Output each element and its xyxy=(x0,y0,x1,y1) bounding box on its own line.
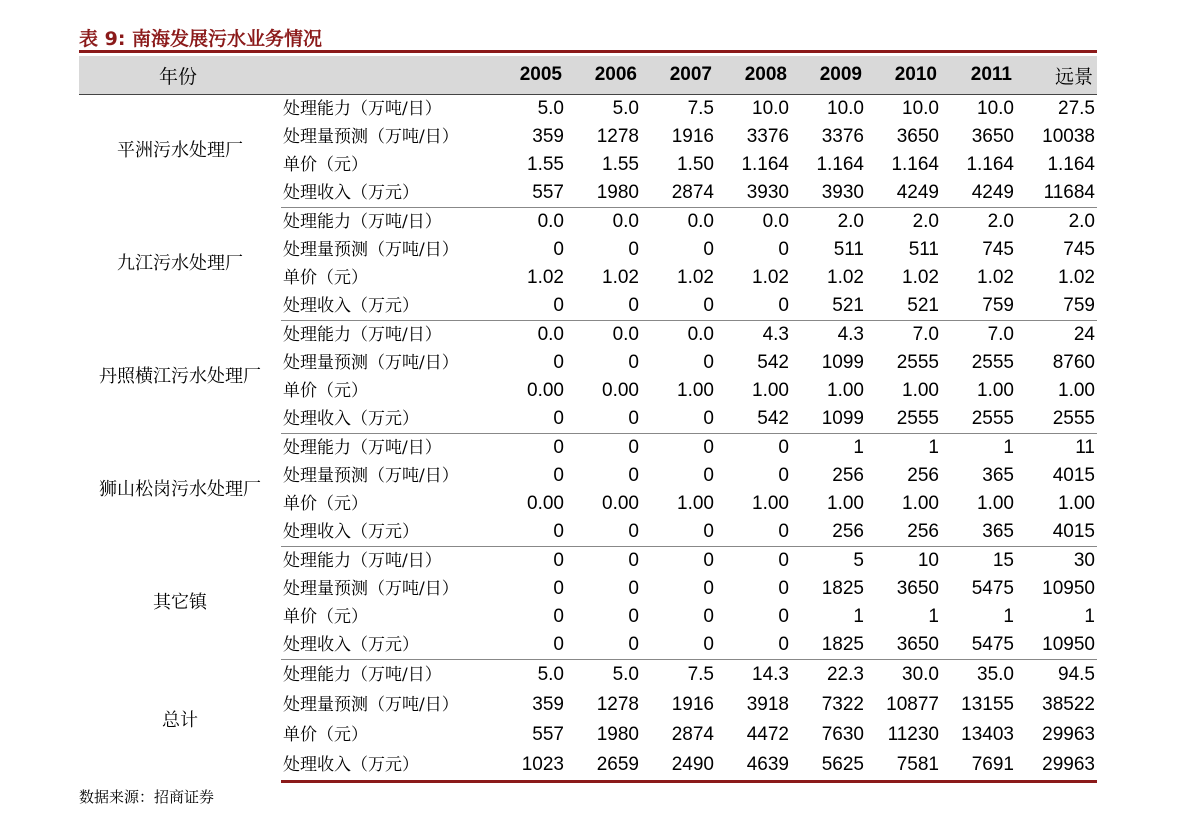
value-cell: 1 xyxy=(853,606,864,627)
header-long-term: 远景 xyxy=(1016,56,1097,95)
value-cell: 94.5 xyxy=(1058,664,1095,685)
metric-label: 处理能力（万吨/日） xyxy=(283,325,442,345)
value-cell: 4015 xyxy=(1052,465,1095,486)
value-cell: 0 xyxy=(566,292,641,321)
value-cell: 7581 xyxy=(866,750,941,782)
value-cell: 1099 xyxy=(791,405,866,434)
value-cell: 5.0 xyxy=(537,664,564,685)
value-cell: 1.00 xyxy=(977,493,1014,514)
value-cell: 256 xyxy=(832,465,864,486)
value-cell: 10.0 xyxy=(827,98,864,119)
value-cell: 3930 xyxy=(716,179,791,208)
metric-label: 单价（元） xyxy=(283,494,368,514)
value-cell: 4.3 xyxy=(837,324,864,345)
value-cell: 7322 xyxy=(821,694,864,715)
value-cell: 0 xyxy=(778,606,789,627)
value-cell: 7630 xyxy=(821,724,864,745)
value-cell: 11684 xyxy=(1016,179,1097,208)
header-year: 2005 xyxy=(491,56,566,95)
value-cell: 557 xyxy=(491,179,566,208)
value-cell: 3650 xyxy=(866,631,941,660)
table-row xyxy=(79,547,1097,576)
value-cell: 1.164 xyxy=(1047,154,1095,175)
metric-label: 单价（元） xyxy=(283,607,368,627)
value-cell: 2555 xyxy=(866,405,941,434)
value-cell: 1.00 xyxy=(1058,380,1095,401)
metric-label: 处理能力（万吨/日） xyxy=(283,438,442,458)
value-cell: 1916 xyxy=(671,694,714,715)
value-cell: 0 xyxy=(491,292,566,321)
value-cell: 13403 xyxy=(961,724,1014,745)
value-cell: 5475 xyxy=(971,578,1014,599)
value-cell: 0.00 xyxy=(527,380,564,401)
value-cell: 4249 xyxy=(866,179,941,208)
value-cell: 2555 xyxy=(896,352,939,373)
table-row xyxy=(79,95,1097,124)
value-cell: 1.00 xyxy=(827,380,864,401)
value-cell: 0 xyxy=(778,578,789,599)
metric-label: 单价（元） xyxy=(283,155,368,175)
value-cell: 1.02 xyxy=(527,267,564,288)
value-cell: 1.164 xyxy=(966,154,1014,175)
value-cell: 5625 xyxy=(791,750,866,782)
value-cell: 0 xyxy=(641,631,716,660)
value-cell: 13155 xyxy=(961,694,1014,715)
value-cell: 10950 xyxy=(1042,578,1095,599)
value-cell: 15 xyxy=(992,550,1014,571)
value-cell: 14.3 xyxy=(752,664,789,685)
value-cell: 359 xyxy=(532,694,564,715)
group-name: 九江污水处理厂 xyxy=(117,253,243,274)
value-cell: 10 xyxy=(917,550,939,571)
value-cell: 359 xyxy=(532,126,564,147)
metric-label: 处理收入（万元） xyxy=(281,292,491,321)
value-cell: 0.0 xyxy=(612,211,639,232)
value-cell: 1.00 xyxy=(827,493,864,514)
value-cell: 0 xyxy=(778,437,789,458)
value-cell: 0 xyxy=(716,631,791,660)
value-cell: 0 xyxy=(628,578,639,599)
value-cell: 7.0 xyxy=(912,324,939,345)
value-cell: 0 xyxy=(703,578,714,599)
value-cell: 11230 xyxy=(887,724,939,745)
value-cell: 759 xyxy=(1016,292,1097,321)
value-cell: 3376 xyxy=(746,126,789,147)
metric-label: 处理能力（万吨/日） xyxy=(283,212,442,232)
value-cell: 1.00 xyxy=(902,493,939,514)
sewage-business-table xyxy=(79,56,1097,783)
group-name: 狮山松岗污水处理厂 xyxy=(99,479,261,500)
value-cell: 0 xyxy=(553,550,564,571)
value-cell: 1.02 xyxy=(677,267,714,288)
value-cell: 1 xyxy=(853,437,864,458)
value-cell: 0 xyxy=(628,606,639,627)
value-cell: 557 xyxy=(532,724,564,745)
value-cell: 521 xyxy=(866,292,941,321)
value-cell: 1.164 xyxy=(891,154,939,175)
value-cell: 0 xyxy=(566,631,641,660)
value-cell: 1 xyxy=(1003,606,1014,627)
value-cell: 35.0 xyxy=(977,664,1014,685)
value-cell: 0 xyxy=(553,465,564,486)
group-block xyxy=(79,95,1097,208)
value-cell: 0.00 xyxy=(602,380,639,401)
value-cell: 365 xyxy=(982,465,1014,486)
metric-label: 处理收入（万元） xyxy=(281,631,491,660)
value-cell: 1.00 xyxy=(677,493,714,514)
value-cell: 0.0 xyxy=(687,324,714,345)
value-cell: 511 xyxy=(908,239,939,260)
value-cell: 1.55 xyxy=(602,154,639,175)
metric-label: 处理量预测（万吨/日） xyxy=(283,695,459,715)
group-block xyxy=(79,321,1097,434)
value-cell: 5.0 xyxy=(537,98,564,119)
metric-label: 单价（元） xyxy=(283,725,368,745)
value-cell: 0 xyxy=(553,606,564,627)
value-cell: 2874 xyxy=(671,724,714,745)
value-cell: 2555 xyxy=(941,405,1016,434)
value-cell: 3376 xyxy=(821,126,864,147)
value-cell: 2874 xyxy=(641,179,716,208)
metric-label: 处理收入（万元） xyxy=(281,179,491,208)
value-cell: 0 xyxy=(491,631,566,660)
value-cell: 0 xyxy=(703,239,714,260)
value-cell: 1980 xyxy=(596,724,639,745)
value-cell: 0 xyxy=(628,352,639,373)
value-cell: 1.00 xyxy=(1058,493,1095,514)
top-rule xyxy=(79,50,1097,53)
header-year: 2007 xyxy=(641,56,716,95)
value-cell: 1.02 xyxy=(977,267,1014,288)
value-cell: 29963 xyxy=(1042,724,1095,745)
value-cell: 3930 xyxy=(791,179,866,208)
value-cell: 256 xyxy=(907,465,939,486)
value-cell: 1825 xyxy=(791,631,866,660)
header-year: 2010 xyxy=(866,56,941,95)
value-cell: 2555 xyxy=(1016,405,1097,434)
value-cell: 7.0 xyxy=(987,324,1014,345)
value-cell: 1 xyxy=(1003,437,1014,458)
value-cell: 0 xyxy=(553,352,564,373)
value-cell: 5.0 xyxy=(612,664,639,685)
value-cell: 0.0 xyxy=(687,211,714,232)
value-cell: 7.5 xyxy=(687,664,714,685)
value-cell: 0 xyxy=(491,518,566,547)
value-cell: 0 xyxy=(566,518,641,547)
value-cell: 0 xyxy=(703,437,714,458)
value-cell: 1.02 xyxy=(1058,267,1095,288)
value-cell: 745 xyxy=(1063,239,1095,260)
value-cell: 542 xyxy=(716,405,791,434)
group-name: 总计 xyxy=(162,709,198,731)
value-cell: 4639 xyxy=(716,750,791,782)
value-cell: 4015 xyxy=(1016,518,1097,547)
group-name: 平洲污水处理厂 xyxy=(117,140,243,162)
value-cell: 3650 xyxy=(896,126,939,147)
value-cell: 3650 xyxy=(896,578,939,599)
value-cell: 1.50 xyxy=(677,154,714,175)
value-cell: 27.5 xyxy=(1058,98,1095,119)
value-cell: 0 xyxy=(778,465,789,486)
value-cell: 1.00 xyxy=(902,380,939,401)
group-name: 丹照横江污水处理厂 xyxy=(99,366,261,387)
value-cell: 1980 xyxy=(566,179,641,208)
value-cell: 7.5 xyxy=(687,98,714,119)
table-row xyxy=(79,208,1097,237)
metric-label: 单价（元） xyxy=(283,381,368,401)
value-cell: 10.0 xyxy=(752,98,789,119)
value-cell: 0 xyxy=(703,606,714,627)
value-cell: 0 xyxy=(703,352,714,373)
value-cell: 5.0 xyxy=(612,98,639,119)
value-cell: 0 xyxy=(553,578,564,599)
value-cell: 0.0 xyxy=(537,211,564,232)
group-name: 其它镇 xyxy=(153,592,207,613)
value-cell: 1 xyxy=(928,437,939,458)
value-cell: 0 xyxy=(716,292,791,321)
value-cell: 2555 xyxy=(971,352,1014,373)
value-cell: 1.164 xyxy=(816,154,864,175)
value-cell: 10950 xyxy=(1016,631,1097,660)
value-cell: 0 xyxy=(641,405,716,434)
value-cell: 0 xyxy=(641,518,716,547)
value-cell: 30.0 xyxy=(902,664,939,685)
header-year: 2006 xyxy=(566,56,641,95)
value-cell: 2659 xyxy=(566,750,641,782)
value-cell: 0.0 xyxy=(612,324,639,345)
value-cell: 521 xyxy=(791,292,866,321)
value-cell: 8760 xyxy=(1052,352,1095,373)
value-cell: 745 xyxy=(982,239,1014,260)
value-cell: 0 xyxy=(703,465,714,486)
value-cell: 1.02 xyxy=(902,267,939,288)
value-cell: 1.164 xyxy=(741,154,789,175)
value-cell: 0 xyxy=(778,550,789,571)
value-cell: 4249 xyxy=(941,179,1016,208)
value-cell: 1825 xyxy=(821,578,864,599)
value-cell: 0 xyxy=(778,239,789,260)
value-cell: 1.00 xyxy=(677,380,714,401)
value-cell: 0.0 xyxy=(537,324,564,345)
value-cell: 0.00 xyxy=(602,493,639,514)
value-cell: 0 xyxy=(716,518,791,547)
table-row xyxy=(79,434,1097,463)
metric-label: 处理能力（万吨/日） xyxy=(283,665,442,685)
value-cell: 2.0 xyxy=(837,211,864,232)
value-cell: 3650 xyxy=(971,126,1014,147)
value-cell: 5 xyxy=(853,550,864,571)
value-cell: 4472 xyxy=(746,724,789,745)
value-cell: 0 xyxy=(628,437,639,458)
value-cell: 1.00 xyxy=(752,380,789,401)
value-cell: 0 xyxy=(628,465,639,486)
value-cell: 0 xyxy=(628,239,639,260)
value-cell: 542 xyxy=(757,352,789,373)
metric-label: 处理收入（万元） xyxy=(281,405,491,434)
table-row xyxy=(79,321,1097,350)
metric-label: 处理收入（万元） xyxy=(281,750,491,782)
value-cell: 3918 xyxy=(746,694,789,715)
value-cell: 0.0 xyxy=(762,211,789,232)
value-cell: 0 xyxy=(491,405,566,434)
header-year: 2009 xyxy=(791,56,866,95)
value-cell: 0 xyxy=(703,550,714,571)
value-cell: 1.02 xyxy=(827,267,864,288)
value-cell: 24 xyxy=(1073,324,1095,345)
data-source-note: 数据来源：招商证券 xyxy=(79,788,215,806)
metric-label: 处理能力（万吨/日） xyxy=(283,99,442,119)
value-cell: 1099 xyxy=(821,352,864,373)
value-cell: 30 xyxy=(1073,550,1095,571)
group-block xyxy=(79,208,1097,321)
value-cell: 0 xyxy=(566,405,641,434)
value-cell: 29963 xyxy=(1016,750,1097,782)
metric-label: 处理量预测（万吨/日） xyxy=(283,466,459,486)
value-cell: 0 xyxy=(641,292,716,321)
value-cell: 0.00 xyxy=(527,493,564,514)
header-year: 2008 xyxy=(716,56,791,95)
value-cell: 1.00 xyxy=(752,493,789,514)
group-block xyxy=(79,434,1097,547)
value-cell: 2.0 xyxy=(987,211,1014,232)
value-cell: 1278 xyxy=(596,694,639,715)
value-cell: 10.0 xyxy=(977,98,1014,119)
table-title: 表 9: 南海发展污水业务情况 xyxy=(79,28,323,50)
value-cell: 5475 xyxy=(941,631,1016,660)
header-blank xyxy=(281,56,491,95)
value-cell: 1278 xyxy=(596,126,639,147)
group-block xyxy=(79,547,1097,660)
metric-label: 处理量预测（万吨/日） xyxy=(283,127,459,147)
metric-label: 处理量预测（万吨/日） xyxy=(283,579,459,599)
group-block xyxy=(79,660,1097,782)
value-cell: 1023 xyxy=(491,750,566,782)
metric-label: 处理量预测（万吨/日） xyxy=(283,240,459,260)
value-cell: 10877 xyxy=(886,694,939,715)
value-cell: 2.0 xyxy=(912,211,939,232)
value-cell: 759 xyxy=(941,292,1016,321)
value-cell: 4.3 xyxy=(762,324,789,345)
value-cell: 0 xyxy=(628,550,639,571)
value-cell: 0 xyxy=(553,437,564,458)
value-cell: 365 xyxy=(941,518,1016,547)
value-cell: 1.02 xyxy=(602,267,639,288)
table-row xyxy=(79,660,1097,691)
value-cell: 7691 xyxy=(941,750,1016,782)
value-cell: 511 xyxy=(833,239,864,260)
value-cell: 1916 xyxy=(671,126,714,147)
metric-label: 单价（元） xyxy=(283,268,368,288)
value-cell: 38522 xyxy=(1042,694,1095,715)
metric-label: 处理量预测（万吨/日） xyxy=(283,353,459,373)
header-year-label: 年份 xyxy=(79,56,281,95)
header-year: 2011 xyxy=(941,56,1016,95)
value-cell: 1.00 xyxy=(977,380,1014,401)
value-cell: 2.0 xyxy=(1068,211,1095,232)
value-cell: 1 xyxy=(928,606,939,627)
value-cell: 10038 xyxy=(1042,126,1095,147)
value-cell: 256 xyxy=(791,518,866,547)
value-cell: 2490 xyxy=(641,750,716,782)
value-cell: 11 xyxy=(1075,437,1095,458)
metric-label: 处理能力（万吨/日） xyxy=(283,551,442,571)
header-row xyxy=(79,56,1097,95)
value-cell: 256 xyxy=(866,518,941,547)
value-cell: 22.3 xyxy=(827,664,864,685)
value-cell: 1 xyxy=(1084,606,1095,627)
value-cell: 1.55 xyxy=(527,154,564,175)
value-cell: 1.02 xyxy=(752,267,789,288)
value-cell: 0 xyxy=(553,239,564,260)
metric-label: 处理收入（万元） xyxy=(281,518,491,547)
value-cell: 10.0 xyxy=(902,98,939,119)
